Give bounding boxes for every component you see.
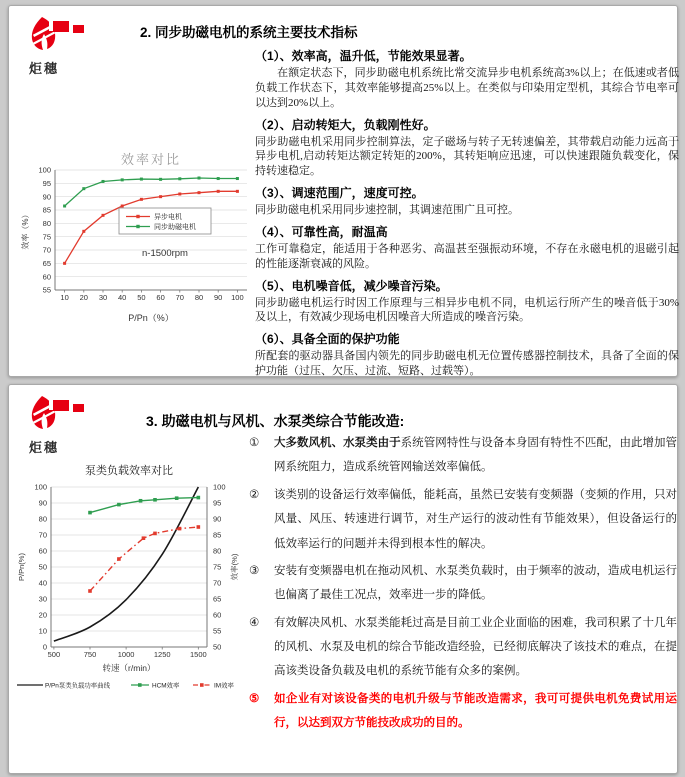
svg-text:30: 30	[98, 293, 108, 302]
tech-indicator-item	[255, 116, 679, 180]
svg-text:55: 55	[42, 285, 51, 295]
svg-text:85: 85	[42, 205, 51, 215]
svg-text:90: 90	[213, 514, 222, 524]
svg-text:效率对比: 效率对比	[120, 152, 182, 167]
svg-text:750: 750	[83, 650, 97, 659]
tech-indicator-item	[255, 47, 679, 111]
svg-text:0: 0	[42, 642, 47, 652]
indicator-body: 同步助磁电机采用同步控制算法，定子磁场与转子无转速偏差，其带载启动能力远高于异步电机,启动转矩达额定转矩的200%，其转矩响应迅速，可以快速跟随负载变化，保持转速稳定。	[255, 135, 679, 178]
indicator-body: 同步助磁电机运行时因工作原理与三相异步电机不同，电机运行所产生的噪音低于30%及以上，有效减少现场电机因噪音大所造成的噪音污染。	[255, 296, 679, 324]
svg-text:30: 30	[38, 594, 47, 604]
svg-text:60: 60	[156, 293, 165, 302]
point-text: 大多数风机、水泵类由于系统管网特性与设备本身固有特性不匹配，由此增加管网系统阻力，造成系统管网输送效率偏低。	[274, 437, 678, 474]
retrofit-point	[249, 559, 677, 608]
svg-text:60: 60	[42, 272, 51, 282]
indicator-heading: （2）、启动转矩大，负载刚性好。	[255, 117, 436, 132]
svg-text:同步助磁电机: 同步助磁电机	[154, 224, 196, 232]
logo-text: 炬穗	[29, 61, 60, 76]
section3-title: 3. 助磁电机与风机、水泵类综合节能改造:	[146, 413, 405, 429]
svg-text:100: 100	[38, 165, 51, 175]
svg-text:500: 500	[47, 650, 61, 659]
svg-text:90: 90	[38, 498, 47, 508]
logo-text: 炬穗	[29, 440, 60, 455]
point-number: ⑤	[249, 692, 260, 705]
point-number: ①	[249, 437, 260, 449]
svg-text:60: 60	[38, 546, 47, 556]
svg-text:20: 20	[38, 610, 47, 620]
point-text: 如企业有对该设备类的电机升级与节能改造需求，我可可提供电机免费试用运行，以达到双方节能技改成功的目的。	[274, 692, 677, 730]
svg-text:75: 75	[42, 232, 51, 242]
point-text: 该类别的设备运行效率偏低，能耗高，虽然已安装有变频器（变频的作用，只对风量、风压、转速进行调节，对生产运行的波动性有节能效果），但设备运行的低效率运行的问题并未得到根本性的解决。	[274, 488, 677, 550]
retrofit-point	[249, 611, 677, 684]
pump-load-efficiency-chart	[15, 461, 245, 706]
svg-text:80: 80	[38, 514, 47, 524]
point-text: 安装有变频器电机在拖动风机、水泵类负载时，由于频率的波动，造成电机运行也偏离了最佳工况点，效率进一步的降低。	[274, 564, 677, 602]
svg-text:HCM效率: HCM效率	[152, 682, 180, 690]
svg-text:80: 80	[42, 218, 51, 228]
svg-text:40: 40	[118, 293, 127, 302]
indicator-heading: （6）、具备全面的保护功能	[255, 332, 400, 347]
indicator-heading: （1）、效率高，温升低，节能效果显著。	[255, 49, 472, 63]
company-logo	[29, 395, 93, 456]
svg-text:效率（%）: 效率（%）	[21, 210, 30, 250]
svg-text:100: 100	[34, 482, 47, 492]
svg-text:90: 90	[42, 192, 51, 202]
company-logo	[29, 16, 93, 77]
svg-text:55: 55	[213, 626, 222, 636]
svg-text:1250: 1250	[153, 650, 171, 659]
svg-text:P/Pn（%）: P/Pn（%）	[128, 313, 174, 323]
svg-text:70: 70	[38, 530, 47, 540]
svg-text:95: 95	[42, 178, 51, 188]
indicator-heading: （3）、调速范围广，速度可控。	[255, 186, 424, 201]
svg-text:P/Pn泵类负载功率曲线: P/Pn泵类负载功率曲线	[45, 682, 110, 690]
svg-text:70: 70	[42, 245, 51, 255]
tech-indicator-list	[255, 42, 679, 379]
indicator-body: 所配套的驱动器具备国内领先的同步助磁电机无位置传感器控制技术，具备了全面的保护功能（过压、欠压、过流、短路、过载等）。	[255, 350, 679, 378]
svg-text:10: 10	[38, 626, 47, 636]
indicator-body: 工作可靠稳定，能适用于各种恶劣、高温甚至强振动环境，不存在永磁电机的退磁引起的性能逐渐衰减的风险。	[255, 242, 679, 270]
svg-text:60: 60	[213, 610, 222, 620]
point-number: ③	[249, 564, 260, 577]
retrofit-point	[249, 687, 677, 736]
efficiency-comparison-chart	[19, 152, 254, 324]
svg-text:50: 50	[213, 642, 222, 652]
indicator-body: 同步助磁电机采用同步速控制，其调速范围广且可控。	[255, 204, 519, 217]
svg-text:70: 70	[213, 578, 222, 588]
svg-text:1500: 1500	[189, 650, 207, 659]
flame-logo-icon	[29, 395, 87, 431]
svg-text:50: 50	[137, 293, 146, 302]
svg-text:P/Pn(%): P/Pn(%)	[17, 553, 26, 581]
svg-text:85: 85	[213, 530, 222, 540]
retrofit-point-list	[249, 431, 677, 739]
point-number: ④	[249, 616, 260, 629]
svg-text:100: 100	[231, 293, 244, 302]
flame-logo-icon	[29, 16, 87, 52]
section3-card	[8, 384, 678, 774]
svg-text:10: 10	[60, 293, 69, 302]
indicator-body: 在额定状态下，同步助磁电机系统比常交流异步电机系统高3%以上；在低速或者低负载工作状态下，其效率能够提高25%以上。在类似与印染用定型机，其综合节电率可以达到20%以上。	[255, 67, 679, 109]
svg-text:50: 50	[38, 562, 47, 572]
svg-text:40: 40	[38, 578, 47, 588]
section2-title: 2. 同步助磁电机的系统主要技术指标	[140, 25, 358, 40]
svg-text:IM效率: IM效率	[214, 682, 234, 690]
indicator-heading: （4）、可靠性高，耐温高	[255, 224, 388, 239]
section2-card	[8, 5, 678, 377]
svg-text:20: 20	[79, 293, 88, 302]
tech-indicator-item	[255, 277, 679, 326]
retrofit-point	[249, 431, 677, 480]
tech-indicator-item	[255, 330, 679, 379]
retrofit-point	[249, 483, 677, 556]
svg-text:65: 65	[42, 258, 51, 268]
svg-text:n-1500rpm: n-1500rpm	[142, 248, 188, 259]
svg-text:异步电机: 异步电机	[154, 214, 182, 222]
tech-indicator-item	[255, 184, 679, 218]
svg-text:80: 80	[213, 546, 222, 556]
svg-text:75: 75	[213, 562, 222, 572]
svg-text:100: 100	[213, 482, 226, 492]
svg-text:1000: 1000	[117, 650, 135, 659]
point-number: ②	[249, 488, 260, 501]
svg-text:泵类负载效率对比: 泵类负载效率对比	[85, 465, 173, 477]
svg-text:80: 80	[194, 293, 204, 302]
svg-text:95: 95	[213, 498, 222, 508]
indicator-heading: （5）、电机噪音低，减少噪音污染。	[255, 278, 448, 293]
tech-indicator-item	[255, 223, 679, 272]
point-text: 有效解决风机、水泵类能耗过高是目前工业企业面临的困难，我司积累了十几年的风机、水泵及电机的综合节能改造经验，已经彻底解决了该技术的难点，在提高该类设备负载及电机的系统节能有众多的案例。	[274, 616, 677, 678]
svg-text:65: 65	[213, 594, 222, 604]
svg-text:效率(%): 效率(%)	[230, 553, 239, 581]
svg-text:70: 70	[175, 293, 184, 302]
svg-text:转速（r/min）: 转速（r/min）	[102, 663, 156, 673]
svg-text:90: 90	[214, 293, 223, 302]
